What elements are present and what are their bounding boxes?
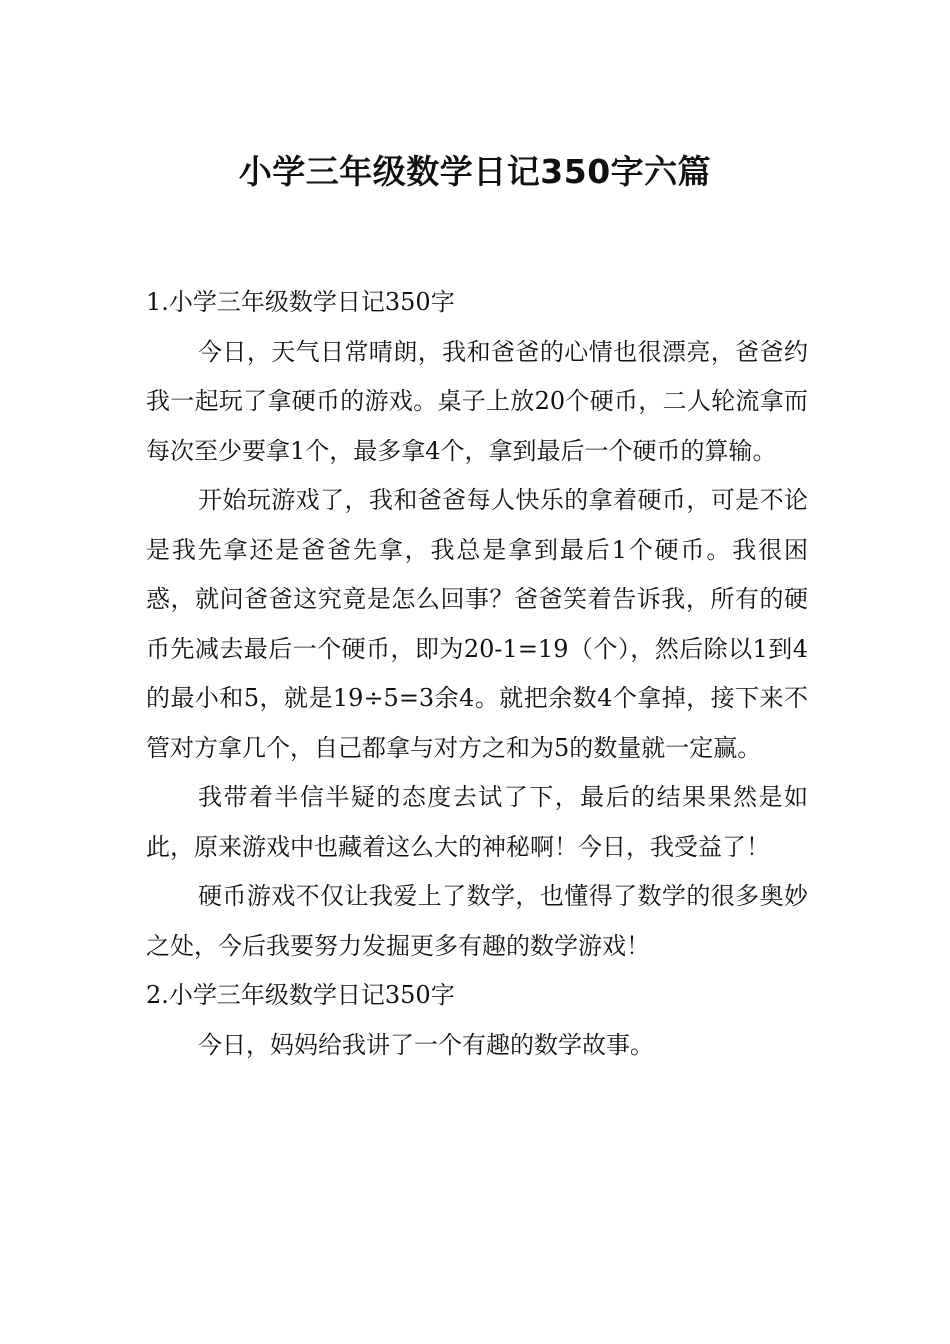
- paragraph: 开始玩游戏了，我和爸爸每人快乐的拿着硬币，可是不论是我先拿还是爸爸先拿，我总是拿到最后1个硬币。我很困惑，就问爸爸这究竟是怎么回事？爸爸笑着告诉我，所有的硬币先减去最后一个硬币，即为20-1=19（个），然后除以1到4的最小和5，就是19÷5=3余4。就把余数4个拿掉，接下来不管对方拿几个，自己都拿与对方之和为5的数量就一定赢。: [146, 486, 808, 762]
- document-body: [146, 278, 808, 1070]
- paragraph: 今日，妈妈给我讲了一个有趣的数学故事。: [198, 1030, 654, 1059]
- paragraph: 今日，天气日常晴朗，我和爸爸的心情也很漂亮，爸爸约我一起玩了拿硬币的游戏。桌子上放20个硬币，二人轮流拿而每次至少要拿1个，最多拿4个，拿到最后一个硬币的算输。: [146, 337, 808, 465]
- section-heading: 1.小学三年级数学日记350字: [146, 288, 455, 316]
- section-heading: 2.小学三年级数学日记350字: [146, 981, 455, 1009]
- paragraph: 我带着半信半疑的态度去试了下，最后的结果果然是如此，原来游戏中也藏着这么大的神秘啊！今日，我受益了！: [146, 783, 808, 861]
- paragraph: 硬币游戏不仅让我爱上了数学，也懂得了数学的很多奥妙之处，今后我要努力发掘更多有趣的数学游戏！: [146, 882, 808, 960]
- document-title: 小学三年级数学日记350字六篇: [238, 152, 712, 192]
